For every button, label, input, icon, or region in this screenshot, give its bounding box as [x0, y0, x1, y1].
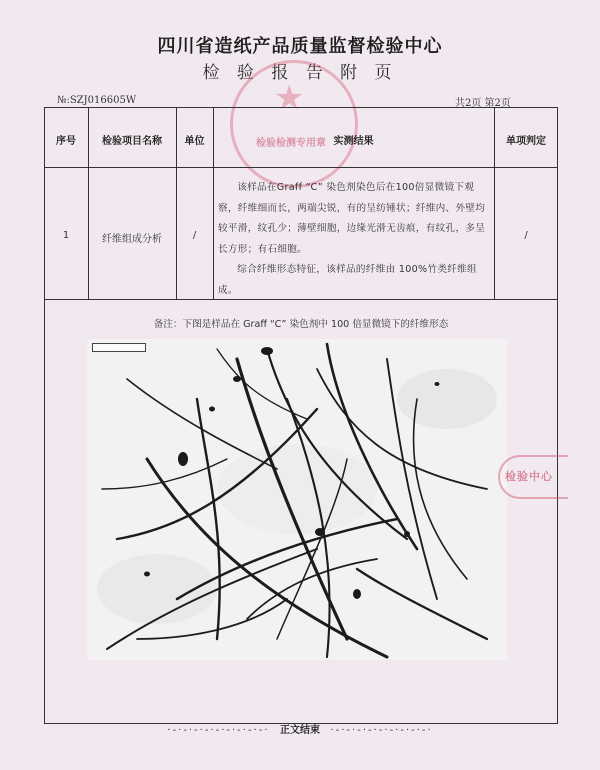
row-unit: /	[192, 230, 197, 241]
micrograph-scale-label	[92, 343, 146, 352]
report-subtitle: 检 验 报 告 附 页	[202, 63, 398, 83]
row-result	[218, 178, 492, 301]
page-info: 共2页 第2页	[455, 98, 511, 109]
column-header-item: 检验项目名称	[102, 136, 162, 147]
result-paragraph-observation: 该样品在Graff “C” 染色剂染色后在100倍显微镜下观察，纤维细而长，两端尖锐，有的呈纺锤状；纤维内、外壁均较平滑，纹孔少；薄壁细胞，边缘光滑无齿痕，有纹孔，多呈长方形；有石细胞。	[218, 182, 486, 255]
column-header-index: 序号	[56, 136, 76, 147]
footer-left-dashes: ·-·-·-·-·-·-·-·-·-·	[167, 725, 270, 736]
end-of-report	[0, 721, 600, 736]
seal-text: 检验检测专用章	[256, 138, 326, 149]
seal-star-icon: ★	[274, 78, 305, 118]
result-paragraph-conclusion: 综合纤维形态特征，该样品的纤维由 100%竹类纤维组成。	[218, 264, 477, 296]
column-header-judgement: 单项判定	[506, 136, 546, 147]
report-title: 四川省造纸产品质量监督检验中心	[157, 36, 443, 57]
row-item-name: 纤维组成分析	[102, 234, 162, 245]
footer-right-dashes: ·-·-·-·-·-·-·-·-·-·	[330, 725, 433, 736]
remark-caption: 备注：下图是样品在 Graff “C” 染色剂中 100 倍显微镜下的纤维形态	[153, 319, 449, 330]
footer-end-text: 正文结束	[280, 725, 320, 736]
fiber-micrograph	[87, 339, 507, 660]
side-stamp-text: 检验中心	[505, 470, 553, 483]
table-header-divider	[44, 167, 558, 168]
column-header-result: 实测结果	[333, 136, 374, 147]
row-judgement: /	[524, 230, 528, 241]
row-index: 1	[62, 230, 70, 241]
report-number: №:SZJ016605W	[57, 95, 137, 106]
fiber-micrograph-drawing	[87, 339, 507, 660]
column-header-unit: 单位	[184, 136, 205, 147]
